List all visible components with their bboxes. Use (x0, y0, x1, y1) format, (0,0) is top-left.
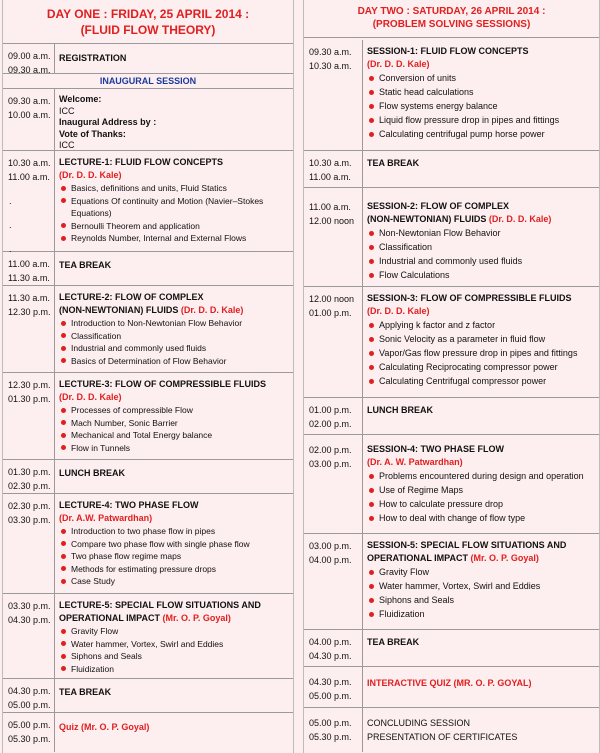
list-item: Calculating centrifugal pump horse power (367, 127, 595, 141)
end-time: 01.30 p.m. (8, 394, 51, 404)
lecture-1-topics (59, 182, 289, 245)
end-time: 04.30 p.m. (8, 615, 51, 625)
start-time: 02.00 p.m. (309, 445, 352, 455)
end-time: 10.30 a.m. (309, 61, 352, 71)
lecture-4-title: LECTURE-4: TWO PHASE FLOW (59, 500, 199, 510)
time-cell (8, 718, 53, 746)
session-3-topics (367, 318, 595, 388)
lecture-2-speaker: (Dr. D. D. Kale) (180, 305, 244, 315)
closing-row (304, 708, 599, 752)
end-time: 10.00 a.m. (8, 110, 51, 120)
list-item: Equations Of continuity and Motion (Navier–Stokes Equations) (59, 195, 289, 220)
end-time: 02.30 p.m. (8, 481, 51, 491)
lecture-3-row (3, 373, 293, 460)
end-time: 03.30 p.m. (8, 515, 51, 525)
list-item: Classification (59, 330, 289, 343)
day-two-title: DAY TWO : SATURDAY, 26 APRIL 2014 : (357, 6, 546, 17)
session-3-speaker: (Dr. D. D. Kale) (367, 306, 430, 316)
start-time: 10.30 a.m. (309, 158, 352, 168)
session-4-title: SESSION-4: TWO PHASE FLOW (367, 444, 505, 454)
end-time: 04.30 p.m. (309, 651, 352, 661)
day-one-column (2, 0, 294, 753)
end-time: 05.00 p.m. (8, 700, 51, 710)
list-item: Sonic Velocity as a parameter in fluid flow (367, 332, 595, 346)
list-item: Fluidization (367, 607, 595, 621)
start-time: 11.30 a.m. (8, 293, 50, 303)
list-item: Compare two phase flow with single phase flow (59, 538, 289, 551)
session-1-row (304, 40, 599, 151)
quiz-row (3, 713, 293, 752)
certificates-label: PRESENTATION OF CERTIFICATES (367, 732, 518, 742)
time-cell (309, 45, 354, 73)
list-item: Gravity Flow (367, 565, 595, 579)
time-cell (309, 443, 354, 471)
tea-break-title: TEA BREAK (367, 158, 420, 168)
lecture-2-topics (59, 317, 289, 367)
end-time: 02.00 p.m. (309, 419, 352, 429)
list-item: Reynolds Number, Internal and External Flows (59, 232, 289, 245)
tea-break-row (304, 630, 599, 667)
day-two-column (303, 0, 600, 753)
list-item: Water hammer, Vortex, Swirl and Eddies (59, 638, 289, 651)
vote-of-thanks-value: ICC (59, 140, 75, 150)
welcome-label: Welcome: (59, 94, 102, 104)
list-item: Mechanical and Total Energy balance (59, 429, 289, 442)
lecture-2-row (3, 286, 293, 373)
list-item: Basics of Determination of Flow Behavior (59, 355, 289, 368)
session-2-speaker: (Dr. D. D. Kale) (488, 214, 552, 224)
list-item: Static head calculations (367, 85, 595, 99)
list-item: Non-Newtonian Flow Behavior (367, 226, 595, 240)
interactive-quiz-row (304, 667, 599, 708)
time-cell (309, 200, 354, 228)
list-item: Methods for estimating pressure drops (59, 563, 289, 576)
lecture-1-speaker: (Dr. D. D. Kale) (59, 170, 122, 180)
time-cell (309, 675, 354, 703)
list-item: Industrial and commonly used fluids (59, 342, 289, 355)
time-cell (8, 94, 53, 122)
tea-break-row (3, 252, 293, 286)
list-item: Flow in Tunnels (59, 442, 289, 455)
session-5-title: SESSION-5: SPECIAL FLOW SITUATIONS AND (367, 540, 567, 550)
start-time: 12.30 p.m. (8, 380, 51, 390)
list-item: How to calculate pressure drop (367, 497, 595, 511)
start-time: 03.30 p.m. (8, 601, 51, 611)
end-time: 11.00 a.m. (309, 172, 351, 182)
list-item: Siphons and Seals (59, 650, 289, 663)
session-3-title: SESSION-3: FLOW OF COMPRESSIBLE FLUIDS (367, 293, 572, 303)
list-item: Liquid flow pressure drop in pipes and fittings (367, 113, 595, 127)
list-item: Introduction to Non-Newtonian Flow Behavior (59, 317, 289, 330)
inaugural-session-label: INAUGURAL SESSION (3, 74, 293, 89)
session-5-title-cont: OPERATIONAL IMPACT (367, 553, 468, 563)
list-item: Vapor/Gas flow pressure drop in pipes and fittings (367, 346, 595, 360)
day-two-theme: (PROBLEM SOLVING SESSIONS) (372, 19, 531, 30)
session-1-topics (367, 71, 595, 141)
tea-break-title: TEA BREAK (59, 687, 112, 697)
list-item: Use of Regime Maps (367, 483, 595, 497)
start-time: 12.00 noon (309, 294, 355, 304)
list-item: How to deal with change of flow type (367, 511, 595, 525)
time-cell (8, 257, 53, 285)
day-one-title: DAY ONE : FRIDAY, 25 APRIL 2014 : (46, 7, 250, 21)
session-5-speaker: (Mr. O. P. Goyal) (470, 553, 539, 563)
list-item: Two phase flow regime maps (59, 550, 289, 563)
lecture-2-title-cont: (NON-NEWTONIAN) FLUIDS (59, 305, 179, 315)
list-item: Calculating Centrifugal compressor power (367, 374, 595, 388)
session-5-row (304, 534, 599, 630)
lecture-3-topics (59, 404, 289, 454)
column-divider (294, 0, 302, 753)
start-time: 02.30 p.m. (8, 501, 51, 511)
list-item: Calculating Reciprocating compressor power (367, 360, 595, 374)
lunch-break-row (304, 398, 599, 435)
list-item: Problems encountered during design and operation (367, 469, 595, 483)
session-4-row (304, 435, 599, 534)
start-time: 01.00 p.m. (309, 405, 352, 415)
list-item: Basics, definitions and units, Fluid Statics (59, 182, 289, 195)
start-time: 01.30 p.m. (8, 467, 51, 477)
start-time: 09.00 a.m. (8, 51, 51, 61)
lecture-1-row (3, 151, 293, 252)
lecture-5-title-cont: OPERATIONAL IMPACT (59, 613, 160, 623)
inaugural-address-label: Inaugural Address by : (59, 117, 157, 127)
day-one-header (3, 0, 293, 44)
start-time: 03.00 p.m. (309, 541, 352, 551)
list-item: Mach Number, Sonic Barrier (59, 417, 289, 430)
tea-break-title: TEA BREAK (59, 260, 112, 270)
lecture-5-speaker: (Mr. O. P. Goyal) (162, 613, 231, 623)
lunch-break-title: LUNCH BREAK (367, 405, 433, 415)
day-two-header (304, 0, 599, 38)
start-time: 11.00 a.m. (309, 202, 351, 212)
end-time: 05.30 p.m. (309, 732, 352, 742)
start-time: 05.00 p.m. (8, 720, 51, 730)
session-4-topics (367, 469, 595, 525)
lecture-4-topics (59, 525, 289, 588)
list-item: Industrial and commonly used fluids (367, 254, 595, 268)
session-2-topics (367, 226, 595, 282)
time-cell (8, 599, 53, 627)
session-2-title: SESSION-2: FLOW OF COMPLEX (367, 201, 510, 211)
time-cell (8, 49, 53, 77)
start-time: 04.00 p.m. (309, 637, 352, 647)
session-1-speaker: (Dr. D. D. Kale) (367, 59, 430, 69)
inaugural-row (3, 89, 293, 151)
list-item: Siphons and Seals (367, 593, 595, 607)
registration-title: REGISTRATION (59, 53, 127, 63)
lecture-5-row (3, 594, 293, 679)
time-cell (309, 539, 354, 567)
lunch-break-row (3, 460, 293, 494)
time-cell (8, 291, 53, 319)
list-item: Bernoulli Theorem and application (59, 220, 289, 233)
end-time: 03.00 p.m. (309, 459, 352, 469)
list-item: Processes of compressible Flow (59, 404, 289, 417)
time-cell (8, 378, 53, 406)
list-item: Conversion of units (367, 71, 595, 85)
day-one-theme: (FLUID FLOW THEORY) (80, 23, 216, 37)
time-cell (8, 156, 53, 184)
start-time: 05.00 p.m. (309, 718, 352, 728)
start-time: 09.30 a.m. (8, 96, 51, 106)
session-1-title: SESSION-1: FLUID FLOW CONCEPTS (367, 46, 529, 56)
list-item: Flow systems energy balance (367, 99, 595, 113)
start-time: 04.30 p.m. (8, 686, 51, 696)
tea-break-row (3, 679, 293, 713)
end-time: 05.00 p.m. (309, 691, 352, 701)
list-item: Classification (367, 240, 595, 254)
vote-of-thanks-label: Vote of Thanks: (59, 128, 126, 139)
lecture-2-title: LECTURE-2: FLOW OF COMPLEX (59, 292, 204, 302)
time-cell (8, 499, 53, 527)
start-time: 04.30 p.m. (309, 677, 352, 687)
session-2-row (304, 188, 599, 287)
list-item: Applying k factor and z factor (367, 318, 595, 332)
end-time: 12.00 noon (309, 216, 355, 226)
list-item: Water hammer, Vortex, Swirl and Eddies (367, 579, 595, 593)
time-cell (8, 684, 53, 712)
end-time: 11.00 a.m. (8, 172, 50, 182)
start-time: 09.30 a.m. (309, 47, 352, 57)
time-cell (309, 716, 354, 744)
time-cell (309, 635, 354, 663)
lecture-5-topics (59, 625, 289, 675)
time-cell (8, 465, 53, 493)
end-time: 12.30 p.m. (8, 307, 51, 317)
end-time: 11.30 a.m. (8, 273, 50, 283)
time-cell (309, 292, 354, 320)
start-time: 10.30 a.m. (8, 158, 51, 168)
time-cell (309, 403, 354, 431)
session-3-row (304, 287, 599, 398)
dot-marks: . . . (9, 196, 12, 254)
start-time: 11.00 a.m. (8, 259, 50, 269)
end-time: 01.00 p.m. (309, 308, 352, 318)
list-item: Flow Calculations (367, 268, 595, 282)
list-item: Fluidization (59, 663, 289, 676)
session-4-speaker: (Dr. A. W. Patwardhan) (367, 457, 463, 467)
registration-row (3, 44, 293, 74)
list-item: Case Study (59, 575, 289, 588)
welcome-value: ICC (59, 105, 75, 116)
lunch-break-title: LUNCH BREAK (59, 468, 125, 478)
list-item: Gravity Flow (59, 625, 289, 638)
end-time: 05.30 p.m. (8, 734, 51, 744)
tea-break-title: TEA BREAK (367, 637, 420, 647)
time-cell (309, 156, 354, 184)
tea-break-row (304, 151, 599, 188)
quiz-title: Quiz (Mr. O. P. Goyal) (59, 722, 150, 732)
lecture-4-speaker: (Dr. A.W. Patwardhan) (59, 513, 153, 523)
concluding-session-label: CONCLUDING SESSION (367, 718, 471, 728)
lecture-3-title: LECTURE-3: FLOW OF COMPRESSIBLE FLUIDS (59, 379, 266, 389)
lecture-5-title: LECTURE-5: SPECIAL FLOW SITUATIONS AND (59, 600, 261, 610)
list-item: Introduction to two phase flow in pipes (59, 525, 289, 538)
lecture-1-title: LECTURE-1: FLUID FLOW CONCEPTS (59, 157, 223, 167)
interactive-quiz-title: INTERACTIVE QUIZ (MR. O. P. GOYAL) (367, 678, 532, 688)
session-2-title-cont: (NON-NEWTONIAN) FLUIDS (367, 214, 487, 224)
lecture-4-row (3, 494, 293, 594)
end-time: 09.30 a.m. (8, 65, 51, 75)
lecture-3-speaker: (Dr. D. D. Kale) (59, 392, 122, 402)
session-5-topics (367, 565, 595, 621)
end-time: 04.00 p.m. (309, 555, 352, 565)
